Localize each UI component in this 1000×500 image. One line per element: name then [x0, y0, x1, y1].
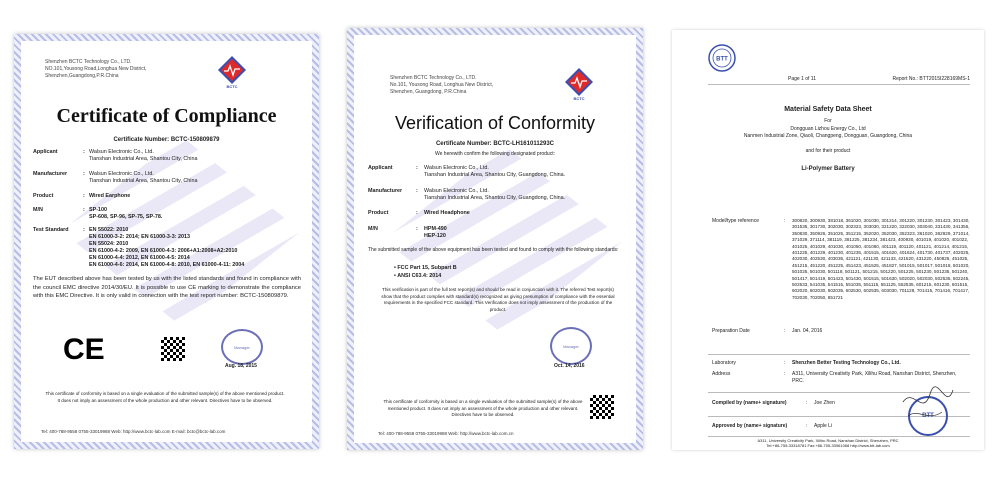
footnote: This certificate of conformity is based on a single evaluation of the submitted sample(s) of the above mentioned product. It does not imply an assessment of the whole production and other relevant. Directives have to be observed.	[45, 391, 285, 403]
address-label: Address	[712, 371, 731, 377]
page-title: Verification of Conformity	[394, 113, 596, 133]
issuer-address: Shenzhen BCTC Technology Co., LTD. No.101, Yousong Road, Longhua New District, Shenzhen, Guangdong, P.R.China	[390, 75, 494, 95]
compiled-name: Joe Zhen	[814, 400, 835, 406]
qr-code	[590, 395, 614, 419]
issue-date: Aug. 18, 2015	[225, 363, 257, 369]
footer-address: A311, University Creativity Park, Xilihu Road, Nanshan District, Shenzhen, PRC	[757, 438, 899, 443]
submitted-statement: The submitted sample of the above equipment has been tested and found to comply with the following standards:	[368, 247, 619, 253]
bctc-logo-icon	[564, 67, 594, 97]
compliance-statement: The EUT described above has been tested by us with the listed standards and found in compliance with the council EMC directive 2014/30/EU. It is possible to use CE marking to demonstrate the compliance with this EMC Directive. It is only valid in connection with the test report number: BCTC-150809879.	[33, 276, 301, 299]
material-safety-data-sheet: BTT Page 1 of 11 Report No.: BTT2015I228169MS-1 Material Safety Data Sheet For Dongguan Lizhou Energy Co., Ltd Nanmen Industrial Zone, Qiaoli, Changpeng, Dongguan, Guangdong, China and for their product Li-Polymer Battery Model/type reference : 300820, 300930, 381018, 361020, 301030, 301214, 301220, 301230, 301423, 301430, 301535, 301730, 302030, 302323, 303030, 321220, 322030, 303040, 331430, 341355, 350830, 350926, 351025, 351215, 352020, 352030, 352323, 361020, 362929, 371014, 371029, 371114, 381119, 381225, 381234, 381423, 400930, 401019, 401020, 401022, 401025, 401029, 401030, 401050, 401060, 401119, 401120, 401121, 401214, 401215, 401225, 401229, 401230, 401235, 401515, 401620, 401624, 401730, 401737, 402025, 402030, 402530, 403035, 421121, 421130, 421133, 421520, 431220, 450825, 451025, 451215, 451220, 451225, 451423, 451525, 451827, 501015, 501017, 501018, 501020, 501025, 501030, 501118, 501121, 501215, 501220, 501225, 501230, 501235, 501240, 501417, 501419, 501423, 501430, 501515, 501630, 502020, 502030, 502535, 502245, 502533, 541035, 541515, 551035, 551115, 551125, 552535, 601215, 601230, 601515, 602020, 602030, 602035, 602530, 602535, 603030, 701128, 701415, 701416, 701417, 702030, 702050, 851721 Preparation Date : Jan. 04, 2016 Laboratory : Shenzhen Better Testing Technology Co., Ltd. Address : A311, University Creativity Park, Xilihu Road, Nanshan District, Shenzhen, PRC. Compiled by (name+ signature) : Joe Zhen Approved by (name+ signature) : Apple Li BTT A311, University Creativity Park, Xilihu Road, Nanshan District, Shenzhen, PRC Tel:+86-755-33318781 Fax:+86-755-33961068 http://www.btt-lab.com	[672, 30, 984, 450]
laboratory-address: A311, University Creativity Park, Xilihu Road, Nanshan District, Shenzhen, PRC.	[792, 371, 957, 384]
and-for-label: and for their product	[805, 148, 851, 154]
footer-contact: Tel: 400-788-9558 0755-33019988 Web: http://www.bctc-lab.com E-mail: bctc@bctc-lab.com	[41, 429, 226, 434]
intro-text: We herewith confirm the following designated product:	[435, 151, 555, 157]
model-label: Model/type reference	[712, 218, 759, 224]
page-title: Certificate of Compliance	[56, 105, 277, 127]
official-stamp: Manager	[550, 327, 592, 365]
model-list: 300820, 300930, 381018, 361020, 301030, 301214, 301220, 301230, 301423, 301430, 301535, 301730, 302030, 302323, 303030, 321220, 322030, 303040, 331430, 341355, 350830, 350926, 351025, 351215, 352020, 352030, 352323, 361020, 362929, 371014, 371029, 371114, 381119, 381225, 381234, 381423, 400930, 401019, 401020, 401022, 401025, 401029, 401030, 401050, 401060, 401119, 401120, 401121, 401214, 401215, 401225, 401229, 401230, 401235, 401515, 401620, 401624, 401730, 401737, 402025, 402030, 402530, 403035, 421121, 421130, 421133, 421520, 431220, 450825, 451025, 451215, 451220, 451225, 451423, 451525, 451827, 501015, 501017, 501018, 501020, 501025, 501030, 501118, 501121, 501215, 501220, 501225, 501230, 501235, 501240, 501417, 501419, 501423, 501430, 501515, 501630, 502020, 502030, 502535, 502245, 502533, 541035, 541515, 551035, 551115, 551125, 552535, 601215, 601230, 601515, 602020, 602030, 602035, 602530, 602535, 603030, 701128, 701415, 701416, 701417, 702030, 702050, 851721	[792, 218, 970, 300]
report-number: Report No.: BTT2015I228169MS-1	[892, 76, 970, 82]
verification-of-conformity: Shenzhen BCTC Technology Co., LTD. No.101, Yousong Road, Longhua New District, Shenzhen, Guangdong, P.R.China BCTC Verification of Conformity Certificate Number: BCTC-LH161011293C We herewith confirm the following designated product: Applicant : Walsun Electronic Co., Ltd. Tianshan Industrial Area, Shantou City, Guangdong, China. Manufacturer : Walsun Electronic Co., Ltd. Tianshan Industrial Area, Shantou City, Guangdong, China. Product : Wired Headphone M/N : HPM-490 HEP-120 The submitted sample of the above equipment has been tested and found to comply with the following standards: • FCC Part 15, Subpart B • ANSI C63.4: 2014 This verification is part of the full test report(s) and should be read in conjunction with it. The referred Test report(s) show that the product complies with standard(s) recognized as giving presumption of compliance with the essential requirements in the specified FCC standard. This Verification does not imply assessment of the production of the product. Manager Oct. 14, 2016 This certificate of conformity is based on a single evaluation of the submitted sample(s) of the above mentioned product. It does not imply an assessment of the whole production and other relevant. Directives have to be observed. Tel: 400-788-9558 0755-33019988 Web: http://www.bctc-lab.com.cn	[347, 28, 643, 450]
compiled-label: Compiled by (name+ signature)	[712, 400, 787, 406]
product-name: Li-Polymer Battery	[801, 166, 855, 172]
logo-label: BCTC	[573, 96, 585, 101]
certificate-number: Certificate Number: BCTC-LH161011293C	[435, 141, 555, 147]
ce-mark: CE	[63, 333, 105, 366]
page-title: Material Safety Data Sheet	[784, 106, 872, 113]
signature-scribble	[898, 382, 958, 428]
official-stamp: Manager	[221, 329, 263, 365]
standard-2: • ANSI C63.4: 2014	[394, 273, 442, 279]
for-label: For	[824, 118, 832, 124]
company-name: Dongguan Lizhou Energy Co., Ltd	[790, 126, 866, 132]
footer-contact: Tel: 400-788-9558 0755-33019988 Web: http://www.bctc-lab.com.cn	[378, 431, 514, 436]
approved-label: Approved by (name+ signature)	[712, 423, 788, 429]
certificate-number: Certificate Number: BCTC-150809879	[113, 137, 220, 143]
issuer-address: Shenzhen BCTC Technology Co., LTD. NO.101,Yousong Road,Longhua New District, Shenzhen,Guangdong,P.R.China	[45, 59, 147, 79]
preparation-date: Jan. 04, 2016	[792, 328, 823, 334]
certificate-of-compliance: Shenzhen BCTC Technology Co., LTD. NO.101,Yousong Road,Longhua New District, Shenzhen,Guangdong,P.R.China BCTC Certificate of Compliance Certificate Number: BCTC-150809879 Applicant : Walsun Electronic Co., Ltd. Tianshan Industrial Area, Shantou City, China Manufacturer : Walsun Electronic Co., Ltd. Tianshan Industrial Area, Shantou City, China Product : Wired Earphone M/N : SP-100 SP-608, SP-96, SP-75, SP-78. Test Standard : EN 55022: 2010 EN 61000-3-2: 2014; EN 61000-3-3: 2013 EN 55024: 2010 EN 61000-4-2: 2009, EN 61000-4-3: 2006+A1:2008+A2:2010 EN 61000-4-4: 2012, EN 61000-4-5: 2014 EN 61000-4-6: 2014, EN 61000-4-8: 2010, EN 61000-4-11: 2004 The EUT described above has been tested by us with the listed standards and found in compliance with the council EMC directive 2014/30/EU. It is possible to use CE marking to demonstrate the compliance with this EMC Directive. It is only valid in connection with the test report number: BCTC-150809879. CE Manager Aug. 18, 2015 This certificate of conformity is based on a single evaluation of the submitted sample(s) of the above mentioned product. It does not imply an assessment of the whole production and other relevant. Directives have to be observed. Tel: 400-788-9558 0755-33019988 Web: http://www.bctc-lab.com E-mail: bctc@bctc-lab.com	[14, 34, 319, 449]
company-address: Nanmen Industrial Zone, Qiaoli, Changpeng, Dongguan, Guangdong, China	[743, 133, 913, 139]
logo-label: BTT	[716, 56, 728, 63]
bctc-logo-icon	[217, 55, 247, 85]
laboratory-label: Laboratory	[712, 360, 736, 366]
footer-contact: Tel:+86-755-33318781 Fax:+86-755-33961068 http://www.btt-lab.com	[766, 443, 890, 448]
footnote: This certificate of conformity is based on a single evaluation of the submitted sample(s) of the above mentioned product. It does not imply an assessment of the whole production and other relevant. Directives have to be observed.	[383, 399, 583, 417]
verification-statement: This verification is part of the full test report(s) and should be read in conjunction with it. The referred Test report(s) show that the product complies with standard(s) recognized as giving presumption of compliance with the essential requirements in the specified FCC standard. This Verification does not imply assessment of the production of the product.	[381, 287, 615, 312]
preparation-label: Preparation Date	[712, 328, 750, 334]
logo-label: BCTC	[226, 84, 238, 89]
official-stamp: BTT	[908, 396, 948, 436]
btt-logo-icon	[708, 44, 736, 72]
laboratory-name: Shenzhen Better Testing Technology Co., Ltd.	[792, 360, 901, 366]
page-number: Page 1 of 11	[788, 76, 816, 82]
standard-1: • FCC Part 15, Subpart B	[394, 265, 457, 271]
issue-date: Oct. 14, 2016	[554, 363, 585, 369]
qr-code	[161, 337, 185, 361]
approved-name: Apple Li	[814, 423, 833, 429]
